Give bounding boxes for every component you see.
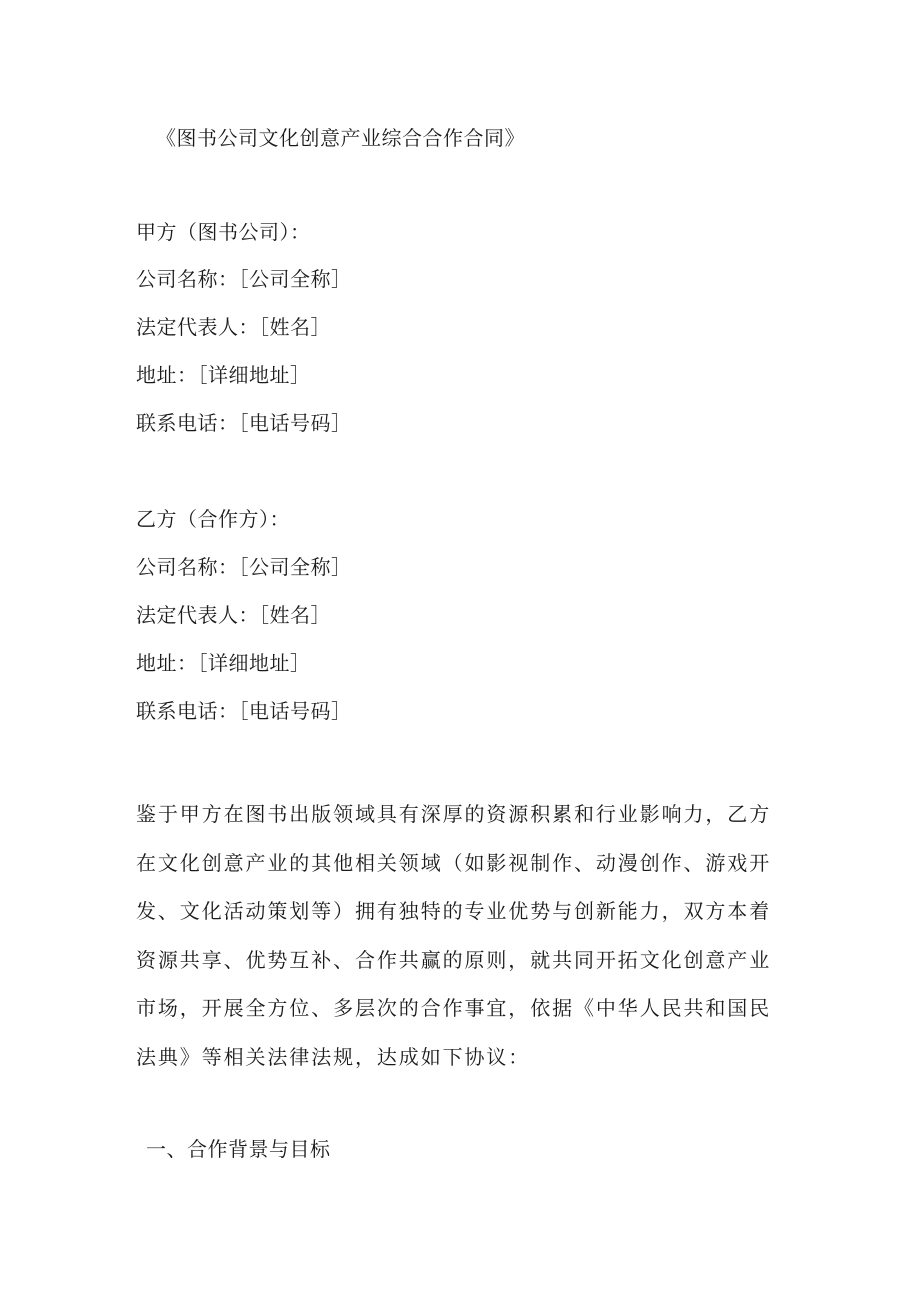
party-a-header: 甲方（图书公司）： <box>136 220 311 244</box>
party-b-company-name: 公司名称：［公司全称］ <box>136 555 352 579</box>
party-a-company-name: 公司名称：［公司全称］ <box>136 267 352 291</box>
party-b-phone: 联系电话：［电话号码］ <box>136 699 352 723</box>
party-a-legal-rep: 法定代表人：［姓名］ <box>136 315 331 339</box>
party-a-address: 地址：［详细地址］ <box>136 363 311 387</box>
party-b-legal-rep: 法定代表人：［姓名］ <box>136 603 331 627</box>
party-b-address: 地址：［详细地址］ <box>136 651 311 675</box>
document-title: 《图书公司文化创意产业综合合作合同》 <box>156 126 525 150</box>
preamble-paragraph: 鉴于甲方在图书出版领域具有深厚的资源积累和行业影响力，乙方在文化创意产业的其他相关领域（如影视制作、动漫创作、游戏开发、文化活动策划等）拥有独特的专业优势与创新能力，双方本着资源共享、优势互补、合作共赢的原则，就共同开拓文化创意产业市场，开展全方位、多层次的合作事宜，依据《中华人民共和国民法典》等相关法律法规，达成如下协议： <box>136 802 772 1069</box>
party-b-header: 乙方（合作方）： <box>136 507 290 531</box>
section-1-heading: 一、合作背景与目标 <box>146 1137 331 1161</box>
party-a-phone: 联系电话：［电话号码］ <box>136 411 352 435</box>
